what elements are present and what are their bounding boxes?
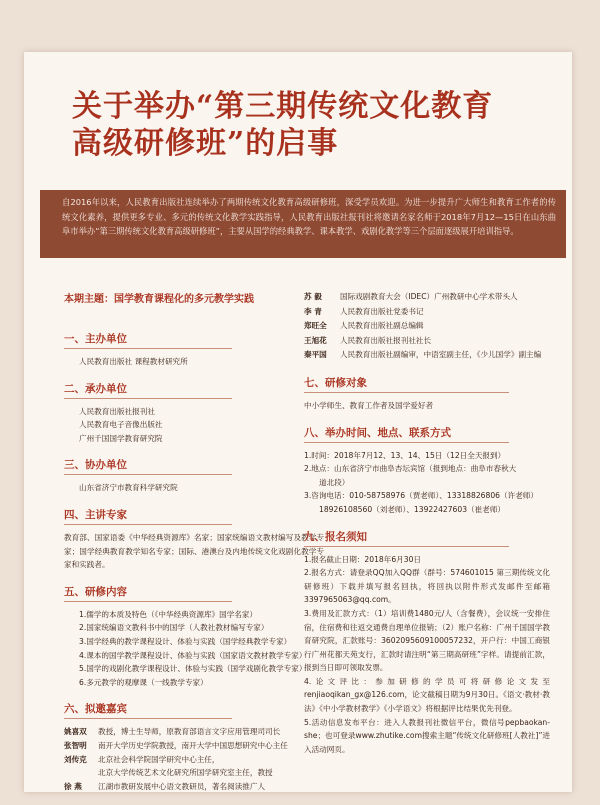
section-target xyxy=(304,375,550,413)
list-item: 1.儒学的本质及特色（《中华经典资源库》国学名家） xyxy=(79,609,258,619)
section-co-organizer xyxy=(64,457,324,495)
speaker-name: 李 青 xyxy=(304,306,322,316)
list-item: 道北段） xyxy=(319,477,350,487)
section-speakers xyxy=(64,701,324,793)
intro-banner: 自2016年以来，人民教育出版社连续举办了两期传统文化教育高级研修班，深受学员欢迎。为进一步提升广大师生和教育工作者的传统文化素养，提供更多专业、多元的传统文化教学实践指导，人民教育出版社报刊社将邀请名家名师于2018年7月12—15日在山东曲阜市举办“第三期传统文化教育高级研修班”，主要从国学的经典教学、课本教学、戏剧化教学等三个层面逐级展开培训指导。 xyxy=(40,190,566,258)
list-item: 4.课本的国学教学课程设计、体验与实践（国家语文教材教学专家） xyxy=(79,650,307,660)
section-content xyxy=(64,584,324,690)
section-heading: 九、报名须知 xyxy=(304,529,509,547)
section-heading: 八、举办时间、地点、联系方式 xyxy=(304,425,509,443)
speaker-desc: 北京大学传统艺术文化研究所国学研究室主任，教授 xyxy=(98,768,273,778)
list-item: 5.国学的戏剧化教学课程设计、体验与实践（国学戏剧化教学专家） xyxy=(79,664,307,674)
speaker-name: 秦平国 xyxy=(304,350,327,360)
list-item: 1.报名截止日期：2018年6月30日 xyxy=(304,554,422,564)
list-item: 4.论文评比：参加研修的学员可将研修论文发至renjiaoqikan_gx@126.com，论文截稿日期为9月30日。《语文·教材·教法》《中小学教材教学》《小学语文》将根据评比结果优先刊登。 xyxy=(304,676,550,714)
section-heading: 六、拟邀嘉宾 xyxy=(64,701,232,719)
list-item: 3.国学经典的教学课程设计、体验与实践（国学经典教学专家） xyxy=(79,636,292,646)
section-heading: 二、承办单位 xyxy=(64,381,232,399)
speaker-row xyxy=(64,725,324,739)
speaker-row xyxy=(304,319,550,334)
speaker-desc: 人民教育出版社党委书记 xyxy=(340,306,424,316)
list-item: 2.地点：山东省济宁市曲阜杏坛宾馆（报到地点：曲阜市春秋大 xyxy=(304,464,517,474)
list-item: 2.国家统编语文教科书中的国学（人教社教材编写专家） xyxy=(79,623,269,633)
right-speakers xyxy=(304,290,550,363)
speaker-desc: 人民教育出版社报刊社社长 xyxy=(340,335,432,345)
speaker-desc: 江湖市教研发展中心语文教研员，著名阅读推广人 xyxy=(98,781,266,791)
list-item: 3.咨询电话：010-58758976（贾老师）、13318826806（许老师） xyxy=(304,491,538,501)
section-heading: 三、协办单位 xyxy=(64,457,232,475)
speaker-name: 王旭花 xyxy=(304,335,327,345)
list-item: 人民教育出版社报刊社 xyxy=(79,406,155,416)
speaker-desc: 人民教育出版社副编审，中语室副主任，《少儿国学》副主编 xyxy=(340,350,542,360)
speaker-name: 徐 燕 xyxy=(64,781,82,791)
speaker-name: 苏 毅 xyxy=(304,292,322,301)
title-line-2: 高级研修班”的启事 xyxy=(72,126,339,161)
section-heading: 七、研修对象 xyxy=(304,375,509,393)
speaker-row xyxy=(304,290,550,305)
list-item: 人民教育电子音像出版社 xyxy=(79,420,163,430)
section-host xyxy=(64,331,324,369)
section-time-place xyxy=(304,425,550,517)
speaker-name: 姚喜双 xyxy=(64,727,87,737)
speaker-row xyxy=(304,305,550,320)
list-item: 5.活动信息发布平台：进入人教报刊社微信平台，微信号pepbaokan-she；也可登录www.zhutike.com搜索主题“传统文化研修班[人教社]”进入活动网页。 xyxy=(304,717,550,754)
section-organizer xyxy=(64,381,324,446)
theme-line: 本期主题：国学教育课程化的多元教学实践 xyxy=(64,294,254,305)
section-heading: 一、主办单位 xyxy=(64,331,232,349)
speaker-row xyxy=(64,766,324,780)
speaker-row xyxy=(64,739,324,753)
list-item: 人民教育出版社 课程教材研究所 xyxy=(79,357,188,366)
speaker-desc: 北京社会科学院国学研究中心主任， xyxy=(98,754,220,764)
speaker-name: 刘传克 xyxy=(64,754,87,764)
list-item: 2.报名方式：请登录QQ加入QQ群（群号：574601015 第三期传统文化研修班）下载并填写报名回执，将回执以附件形式发邮件至邮箱3397965063@qq.com。 xyxy=(304,568,550,605)
section-heading: 四、主讲专家 xyxy=(64,507,232,525)
speaker-name: 张智明 xyxy=(64,740,87,750)
speaker-row xyxy=(64,753,324,767)
speaker-desc: 教授，博士生导师，原教育部语言文字应用管理司司长 xyxy=(98,727,281,737)
speaker-desc: 国际戏剧教育大会（IDEC）广州教研中心学术带头人 xyxy=(340,292,518,301)
speaker-name xyxy=(64,766,98,780)
speaker-row xyxy=(64,780,324,794)
section-heading: 五、研修内容 xyxy=(64,584,232,602)
right-column xyxy=(304,290,550,768)
speaker-row xyxy=(304,348,550,363)
list-item: 1.时间：2018年7月12、13、14、15日（12日全天报到） xyxy=(304,450,506,460)
speaker-desc: 人民教育出版社副总编辑 xyxy=(340,321,424,331)
speaker-desc: 南开大学历史学院教授，南开大学中国思想研究中心主任 xyxy=(98,740,288,750)
list-item: 广州千国国学教育研究院 xyxy=(79,433,163,443)
list-item: 6.多元教学的观摩课（一线教学专家） xyxy=(79,677,208,687)
title-line-1: 关于举办“第三期传统文化教育 xyxy=(72,89,494,124)
list-item: 3.费用及汇款方式：（1）培训费1480元/人（含餐费），会议统一安排住宿，住宿费和往返交通费自理单位报销；（2）账户名称：广州千国国学教育研究院，汇款账号：3602095609100057232，开户行：中国工商银行广州花都天苑支行，汇款时请注明“第三期高研班”字样。请提前汇款，报到当日即可领取发票。 xyxy=(304,608,550,673)
speaker-name: 郑旺全 xyxy=(304,321,327,331)
list-item: 18926108560（刘老师）、13922427603（崔老师） xyxy=(319,504,506,514)
list-item: 山东省济宁市教育科学研究院 xyxy=(79,483,178,493)
speaker-row xyxy=(304,334,550,349)
section-experts xyxy=(64,507,324,572)
experts-text: 教育部、国家语委《中华经典资源库》名家；国家统编语文教材编写及教学专家；国学经典教育教学知名专家；国际、港澳台及内地传统文化戏剧化教学专家和实践者。 xyxy=(64,532,324,570)
section-signup xyxy=(304,529,550,757)
page-title xyxy=(72,88,552,162)
left-column xyxy=(64,290,324,805)
target-text: 中小学师生、教育工作者及国学爱好者 xyxy=(304,400,434,410)
